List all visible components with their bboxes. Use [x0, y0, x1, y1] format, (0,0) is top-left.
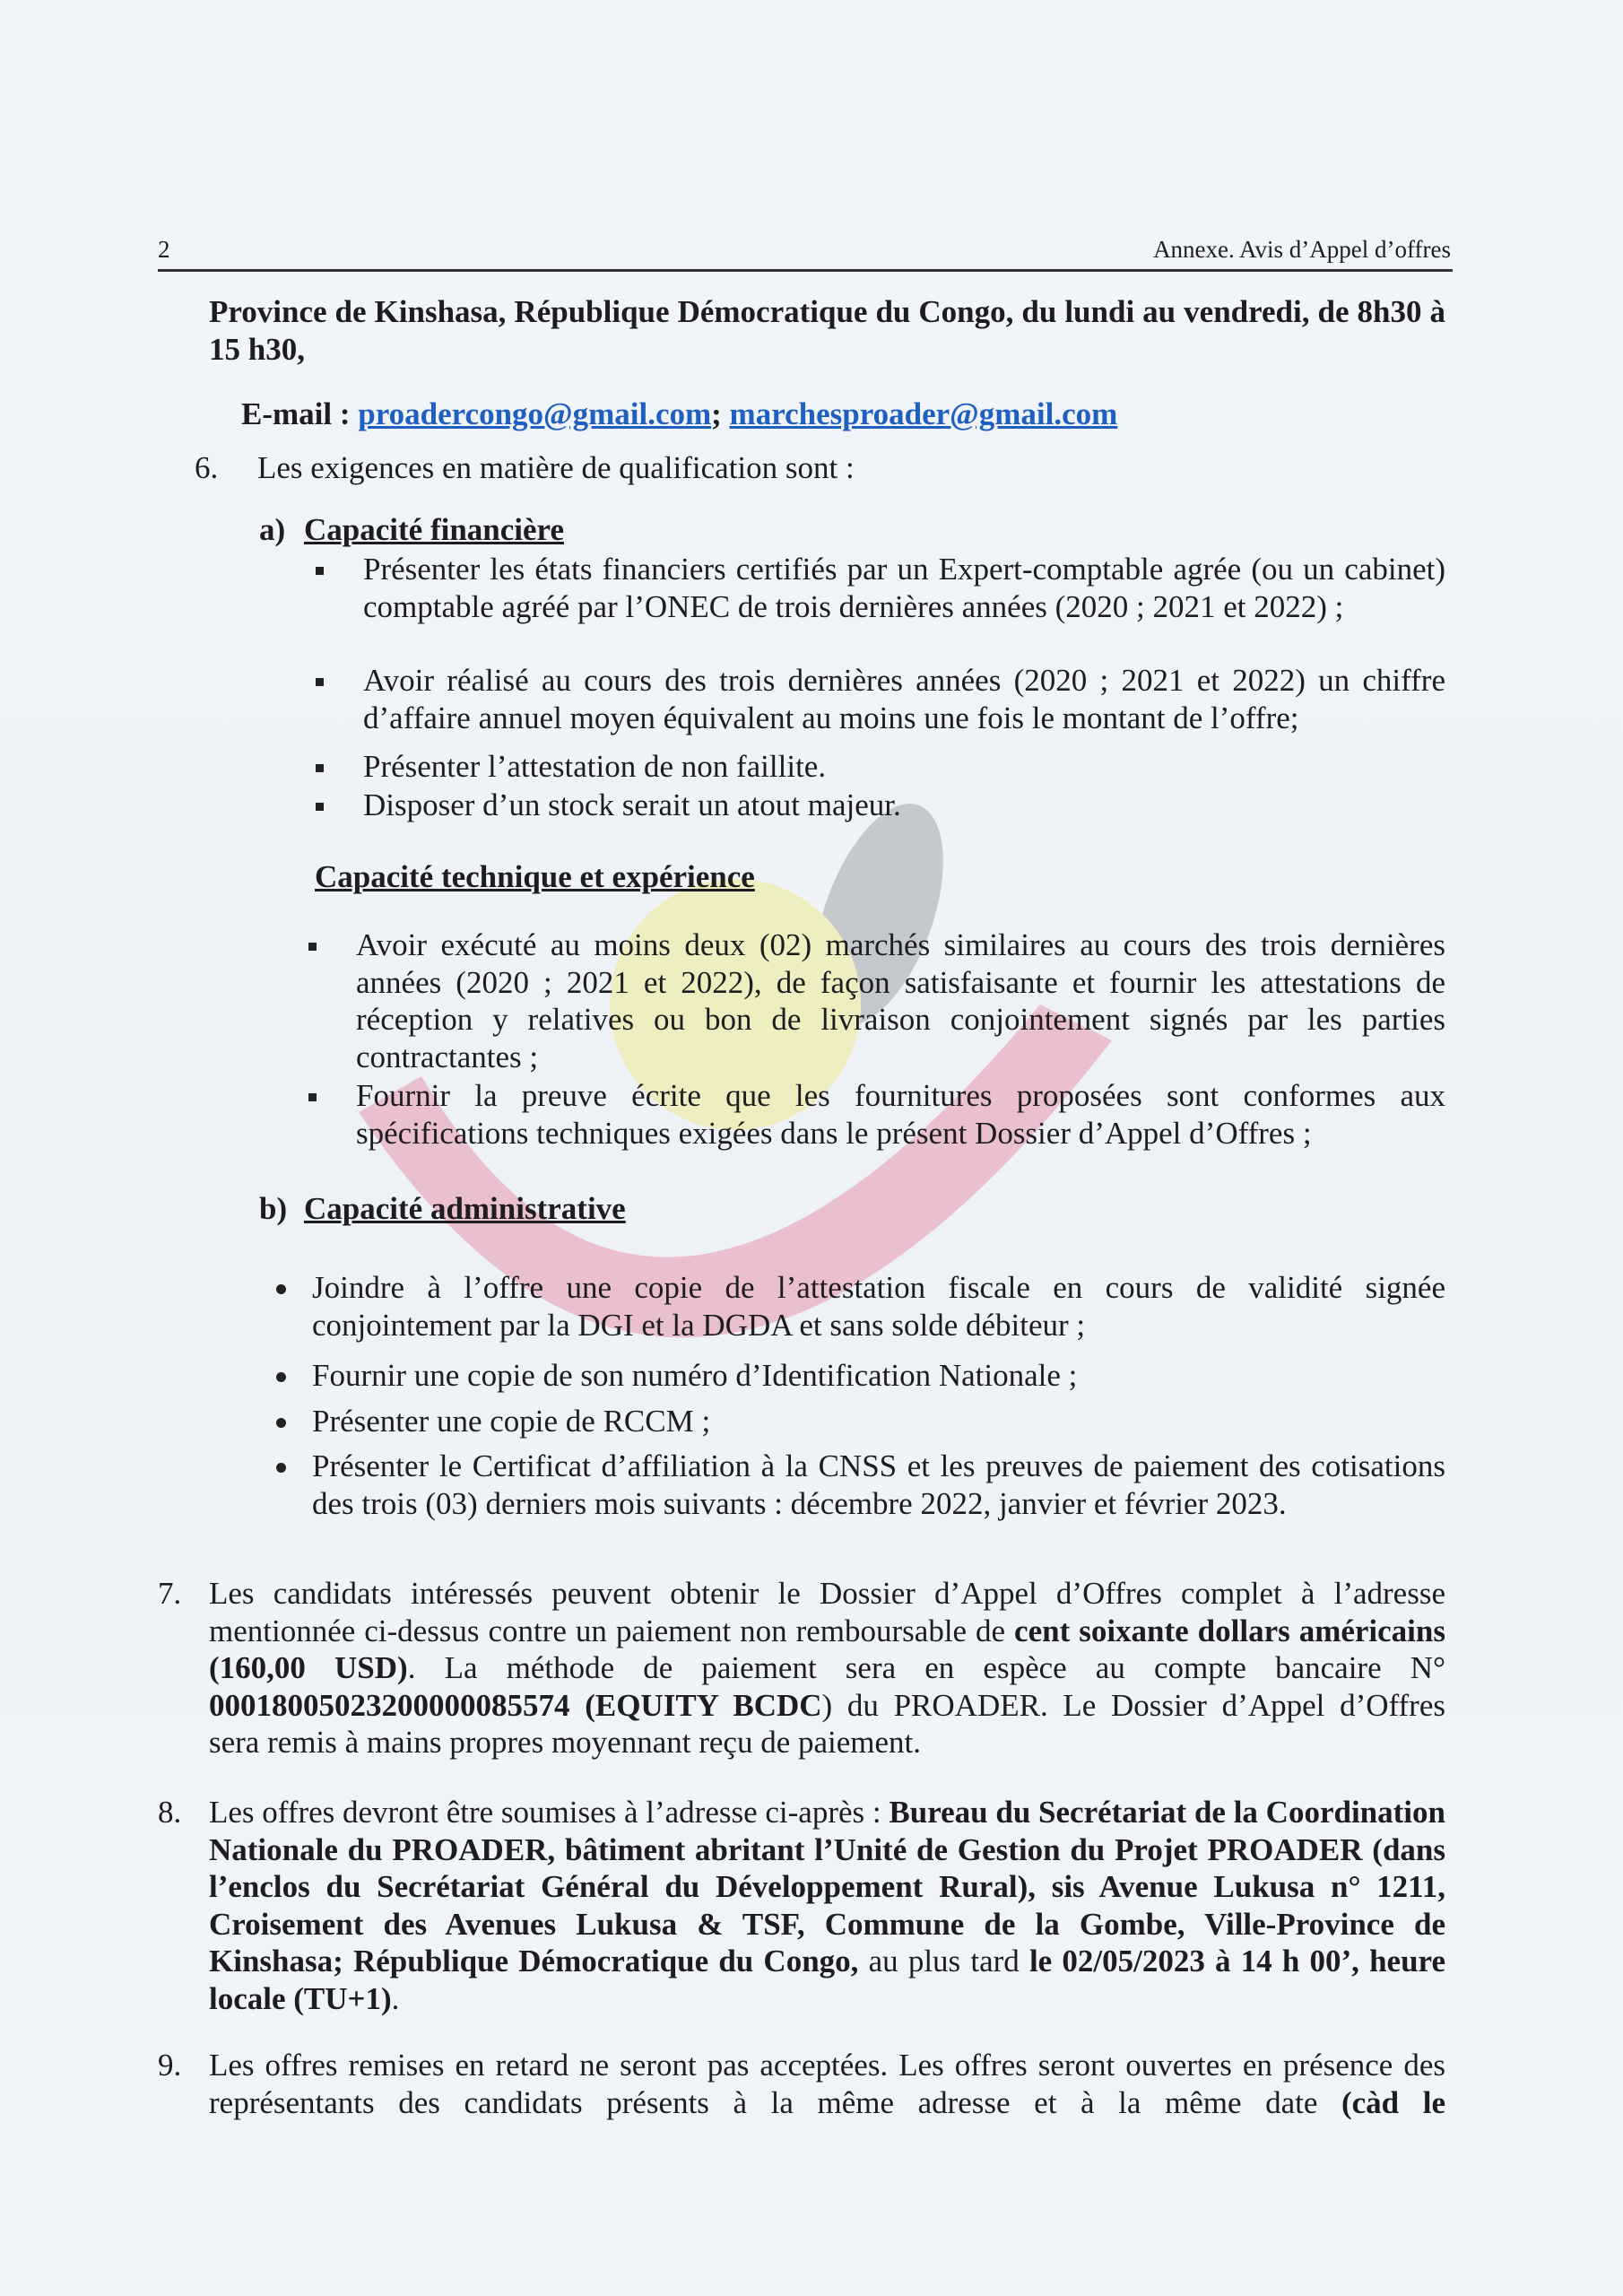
- item-7-amount: cent soixante dollars américains (160,00 USD): [209, 1613, 1445, 1686]
- item-7-number: 7.: [158, 1576, 182, 1611]
- financial-bullet: Avoir réalisé au cours des trois dernières années (2020 ; 2021 et 2022) un chiffre d’affaire annuel moyen équivalent au moins une fois le montant de l’offre;: [363, 663, 1445, 735]
- administrative-bullet: Présenter une copie de RCCM ;: [312, 1404, 711, 1439]
- item-6-number: 6.: [195, 450, 219, 485]
- bullet-dot-icon: [276, 1372, 286, 1382]
- item-8-deadline: le 02/05/2023 à 14 h 00’, heure locale (TU+1): [209, 1944, 1445, 2016]
- email-separator: ;: [711, 396, 722, 431]
- administrative-bullet: Joindre à l’offre une copie de l’attestation fiscale en cours de validité signée conjointement par la DGI et la DGDA et sans solde débiteur ;: [312, 1270, 1445, 1343]
- item-8-text: .: [391, 1980, 400, 2016]
- email-line: [241, 396, 1117, 433]
- bullet-dot-icon: [276, 1284, 286, 1294]
- section-tech-title: Capacité technique et expérience: [315, 859, 755, 894]
- financial-bullet: Présenter l’attestation de non faillite.: [363, 749, 827, 784]
- item-8-number: 8.: [158, 1795, 182, 1830]
- bullet-dot-icon: [276, 1463, 286, 1473]
- bullet-square-icon: [308, 1093, 317, 1101]
- page-number: 2: [158, 236, 170, 263]
- bullet-dot-icon: [276, 1418, 286, 1428]
- email-link-marchesproader[interactable]: marchesproader@gmail.com: [729, 396, 1118, 431]
- item-7-account-number: 00018005023200000085574 (EQUITY BCDC: [209, 1687, 822, 1723]
- item-8-address: Bureau du Secrétariat de la Coordination Nationale du PROADER, bâtiment abritant l’Unité de Gestion du Projet PROADER (dans l’enclos du Secrétariat Général du Développement Rural), sis Avenue Lukusa n° 1211, Croisement des Avenues Lukusa & TSF, Commune de la Gombe, Ville-Province de Kinshasa; République Démocratique du Congo,: [209, 1795, 1445, 1979]
- header-rule: [158, 269, 1453, 272]
- bullet-square-icon: [308, 943, 317, 951]
- bullet-square-icon: [316, 803, 324, 811]
- item-8-paragraph: [209, 1794, 1445, 2018]
- item-6-text: Les exigences en matière de qualification sont :: [257, 450, 855, 485]
- bullet-square-icon: [316, 678, 324, 686]
- technical-bullet: Fournir la preuve écrite que les fournitures proposées sont conformes aux spécifications techniques exigées dans le présent Dossier d’Appel d’Offres ;: [356, 1078, 1445, 1151]
- header-title: Annexe. Avis d’Appel d’offres: [1153, 236, 1451, 263]
- item-7-text: Les candidats intéressés peuvent obtenir le Dossier d’Appel d’Offres complet à l’adresse mentionnée ci-dessus contre un paiement non remboursable de: [209, 1576, 1445, 1648]
- bullet-square-icon: [316, 567, 324, 575]
- intro-paragraph: Province de Kinshasa, République Démocratique du Congo, du lundi au vendredi, de 8h30 à 15 h30,: [209, 294, 1445, 367]
- item-7-text: . La méthode de paiement sera en espèce au compte bancaire N°: [407, 1650, 1445, 1686]
- administrative-bullet: Présenter le Certificat d’affiliation à la CNSS et les preuves de paiement des cotisations des trois (03) derniers mois suivants : décembre 2022, janvier et février 2023.: [312, 1448, 1445, 1521]
- section-a-title: Capacité financière: [304, 512, 564, 547]
- administrative-bullet: Fournir une copie de son numéro d’Identification Nationale ;: [312, 1358, 1078, 1393]
- item-9-number: 9.: [158, 2048, 182, 2083]
- email-link-proadercongo[interactable]: proadercongo@gmail.com: [358, 396, 712, 431]
- item-8-text: Les offres devront être soumises à l’adresse ci-après :: [209, 1795, 890, 1830]
- item-9-text: Les offres remises en retard ne seront pas acceptées. Les offres seront ouvertes en présence des représentants des candidats présents à la même adresse et à la même date: [209, 2048, 1445, 2120]
- item-9-paragraph: [209, 2047, 1445, 2121]
- section-a-marker: a): [259, 512, 286, 547]
- technical-bullet: Avoir exécuté au moins deux (02) marchés similaires au cours des trois dernières années (2020 ; 2021 et 2022), de façon satisfaisante et fournir les attestations de réception y relatives ou bon de livraison conjointement signés par les parties contractantes ;: [356, 927, 1445, 1074]
- item-9-bold-text: (càd le: [1341, 2084, 1445, 2120]
- item-8-text: au plus tard: [858, 1944, 1029, 1979]
- financial-bullet: Disposer d’un stock serait un atout majeur.: [363, 787, 901, 822]
- financial-bullet: Présenter les états financiers certifiés par un Expert-comptable agrée (ou un cabinet) comptable agréé par l’ONEC de trois dernières années (2020 ; 2021 et 2022) ;: [363, 552, 1445, 624]
- section-b-marker: b): [259, 1191, 288, 1226]
- item-7-paragraph: [209, 1575, 1445, 1761]
- item-7-text: ) du PROADER. Le Dossier d’Appel d’Offres sera remis à mains propres moyennant reçu de paiement.: [209, 1687, 1445, 1761]
- section-b-title: Capacité administrative: [304, 1191, 626, 1226]
- bullet-square-icon: [316, 764, 324, 772]
- email-label: E-mail :: [241, 396, 351, 431]
